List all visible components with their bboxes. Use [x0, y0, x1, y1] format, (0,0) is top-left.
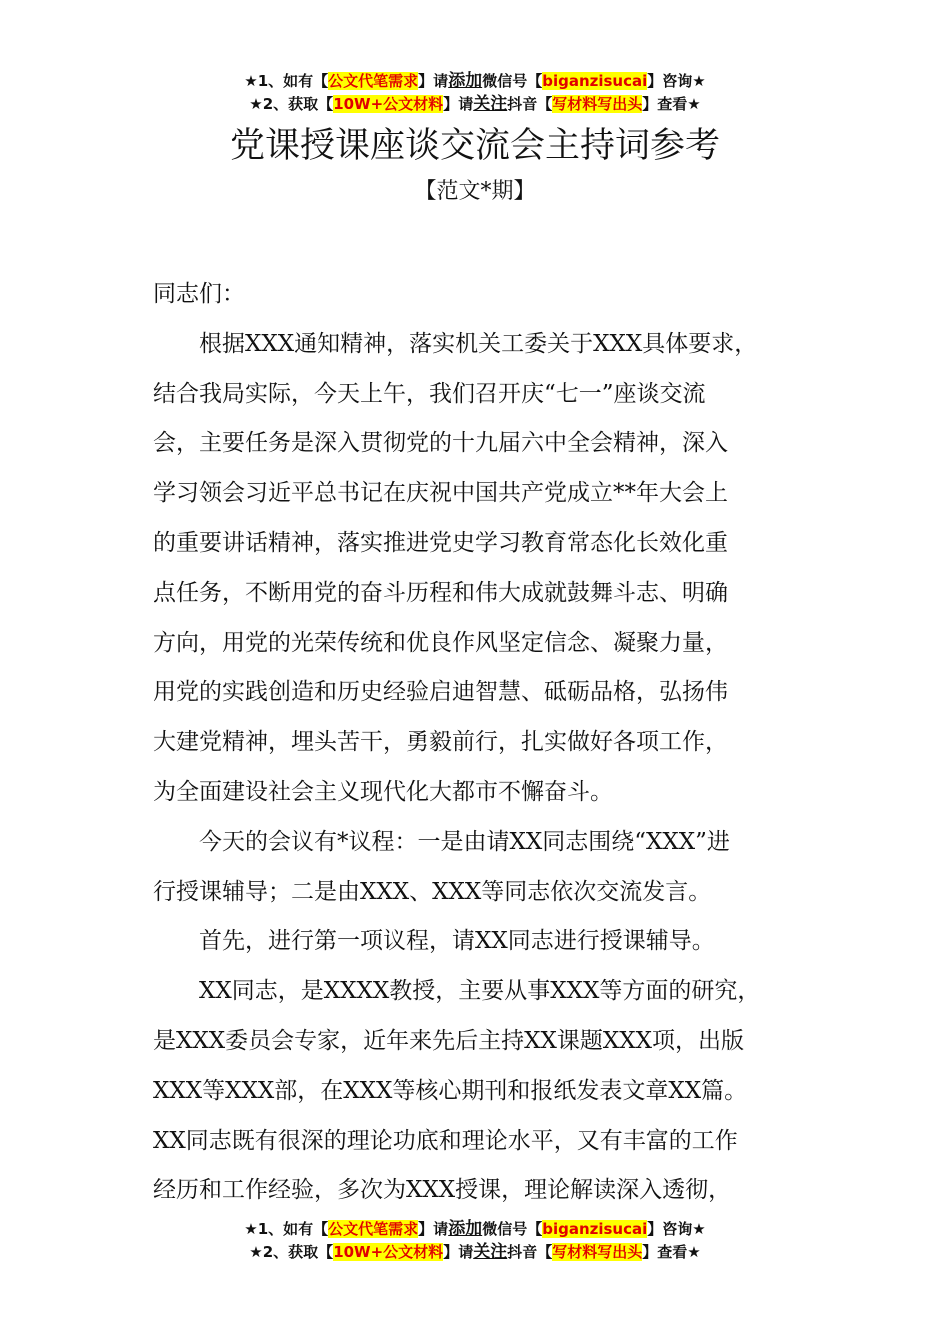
body-line: 大建党精神，埋头苦干，勇毅前行，扎实做好各项工作， [153, 729, 728, 756]
text: 抖音【 [507, 95, 553, 113]
body-line: XX同志既有很深的理论功底和理论水平，又有丰富的工作 [153, 1127, 738, 1154]
header-banner [0, 70, 950, 116]
text: 】咨询★ [647, 72, 706, 90]
body-line: 会，主要任务是深入贯彻党的十九届六中全会精神，深入 [153, 430, 728, 457]
banner-line-1 [0, 70, 950, 93]
document-title: 党课授课座谈交流会主持词参考 [229, 126, 720, 166]
highlight: 公文代笔需求 [328, 1220, 419, 1238]
highlight: 写材料写出头 [552, 1243, 643, 1261]
body-line: XX同志，是XXXX教授，主要从事XXX等方面的研究， [153, 978, 761, 1005]
footer-banner [0, 1218, 950, 1264]
banner-line-2 [0, 1241, 950, 1264]
document-subtitle: 【范文*期】 [414, 179, 536, 204]
body-line: 点任务，不断用党的奋斗历程和伟大成就鼓舞斗志、明确 [153, 579, 728, 606]
text: 抖音【 [507, 1243, 553, 1261]
text: 添加 [448, 71, 483, 91]
body-line: 首先，进行第一项议程，请XX同志进行授课辅导。 [153, 928, 715, 955]
body-line: 是XXX委员会专家，近年来先后主持XX课题XXX项，出版 [153, 1027, 744, 1054]
text: 】请 [443, 95, 474, 113]
body-line: 方向，用党的光荣传统和优良作风坚定信念、凝聚力量， [153, 629, 728, 656]
text: 】咨询★ [647, 1220, 706, 1238]
body-line: 经历和工作经验，多次为XXX授课，理论解读深入透彻， [153, 1177, 732, 1204]
text: 】请 [418, 1220, 449, 1238]
text: 微信号【 [482, 1220, 543, 1238]
text: ★1、如有【 [244, 1220, 329, 1238]
text: 添加 [448, 1219, 483, 1239]
text: 关注 [473, 94, 508, 114]
body-line: 同志们： [153, 281, 245, 307]
text: 关注 [473, 1242, 508, 1262]
text: 微信号【 [482, 72, 543, 90]
body-line: 为全面建设社会主义现代化大都市不懈奋斗。 [153, 778, 613, 805]
highlight: biganzisucai [542, 72, 648, 90]
body-line: XXX等XXX部，在XXX等核心期刊和报纸发表文章XX篇。 [153, 1077, 748, 1104]
body-line: 结合我局实际，今天上午，我们召开庆“七一”座谈交流 [153, 380, 706, 407]
body-line: 学习领会习近平总书记在庆祝中国共产党成立**年大会上 [153, 480, 728, 507]
text: ★1、如有【 [244, 72, 329, 90]
highlight: biganzisucai [542, 1220, 648, 1238]
body-line: 用党的实践创造和历史经验启迪智慧、砥砺品格，弘扬伟 [153, 679, 728, 706]
highlight: 10W+公文材料 [333, 95, 444, 113]
body-line: 的重要讲话精神，落实推进党史学习教育常态化长效化重 [153, 529, 728, 556]
body-line: 行授课辅导；二是由XXX、XXX等同志依次交流发言。 [153, 878, 712, 905]
text: ★2、获取【 [249, 95, 334, 113]
banner-line-1 [0, 1218, 950, 1241]
text: 】查看★ [642, 1243, 701, 1261]
body-line: 今天的会议有*议程：一是由请XX同志围绕“XXX”进 [153, 828, 730, 855]
text: 】查看★ [642, 95, 701, 113]
text: 】请 [443, 1243, 474, 1261]
document-body [153, 270, 833, 1216]
text: ★2、获取【 [249, 1243, 334, 1261]
text: 】请 [418, 72, 449, 90]
highlight: 10W+公文材料 [333, 1243, 444, 1261]
banner-line-2 [0, 93, 950, 116]
highlight: 公文代笔需求 [328, 72, 419, 90]
body-line: 根据XXX通知精神，落实机关工委关于XXX具体要求， [153, 330, 758, 357]
highlight: 写材料写出头 [552, 95, 643, 113]
